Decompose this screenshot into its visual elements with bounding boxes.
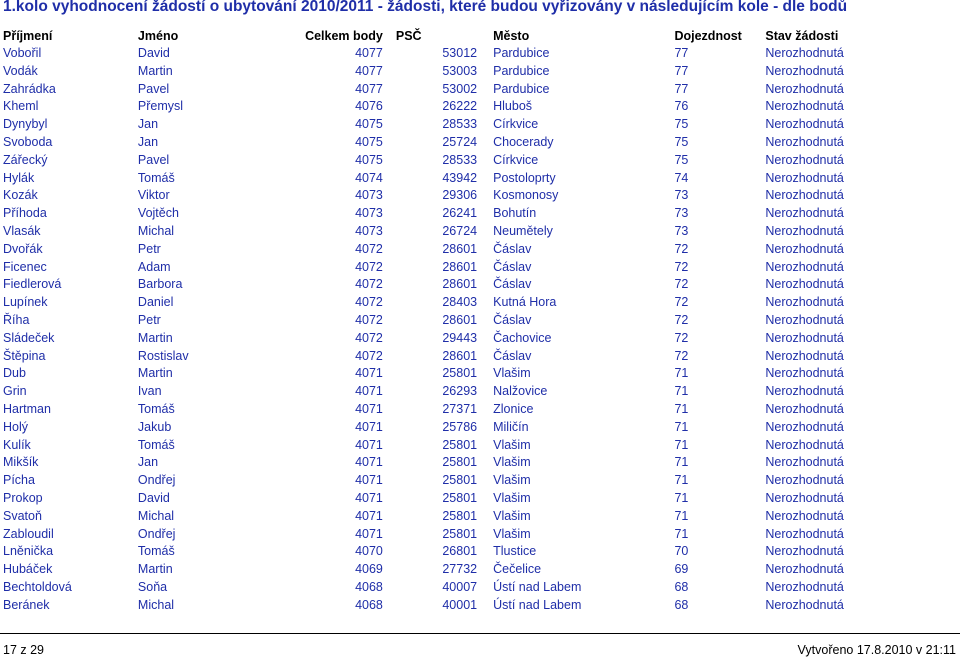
table-row [0, 348, 960, 366]
cell-distance: 72 [674, 312, 689, 327]
cell-distance: 72 [674, 330, 689, 345]
cell-name: Tomáš [137, 437, 175, 452]
cell-distance: 72 [674, 295, 689, 310]
cell-city: Vlašim [493, 455, 531, 470]
table-row [0, 205, 960, 223]
cell-points: 4072 [355, 241, 383, 256]
cell-distance: 77 [674, 63, 689, 78]
cell-name: Martin [137, 562, 173, 577]
cell-distance: 71 [674, 490, 689, 505]
cell-surname: Říha [3, 312, 30, 327]
table-row [0, 454, 960, 472]
cell-distance: 69 [674, 562, 689, 577]
cell-name: Tomáš [137, 170, 175, 185]
cell-name: Jakub [137, 419, 172, 434]
cell-points: 4071 [355, 473, 383, 488]
cell-psc: 26801 [442, 544, 478, 559]
cell-distance: 77 [674, 46, 689, 60]
cell-status: Nerozhodnutá [765, 170, 844, 185]
cell-status: Nerozhodnutá [765, 152, 844, 167]
cell-psc: 28601 [442, 259, 478, 274]
cell-distance: 68 [674, 579, 689, 594]
cell-city: Zlonice [493, 401, 534, 416]
cell-city: Vlašim [493, 437, 531, 452]
cell-status: Nerozhodnutá [765, 134, 844, 149]
cell-name: Rostislav [137, 348, 189, 363]
cell-name: Viktor [137, 188, 170, 203]
cell-status: Nerozhodnutá [765, 401, 844, 416]
cell-psc: 27732 [442, 562, 478, 577]
cell-city: Bohutín [493, 206, 537, 221]
cell-surname: Grin [3, 384, 27, 399]
cell-distance: 71 [674, 401, 689, 416]
cell-name: Martin [137, 330, 173, 345]
cell-status: Nerozhodnutá [765, 81, 844, 96]
cell-status: Nerozhodnutá [765, 295, 844, 310]
cell-name: Pavel [137, 152, 170, 167]
cell-surname: Ficenec [3, 259, 47, 274]
cell-city: Pardubice [493, 81, 550, 96]
cell-distance: 73 [674, 206, 689, 221]
cell-surname: Pícha [3, 473, 35, 488]
table-row [0, 187, 960, 205]
cell-psc: 25801 [442, 455, 478, 470]
cell-points: 4072 [355, 330, 383, 345]
cell-distance: 74 [674, 170, 689, 185]
cell-distance: 75 [674, 117, 689, 132]
cell-psc: 28601 [442, 277, 478, 292]
cell-surname: Lupínek [3, 295, 48, 310]
cell-city: Čáslav [493, 312, 532, 327]
table-row [0, 45, 960, 63]
table-row [0, 490, 960, 508]
cell-points: 4068 [355, 597, 383, 612]
table-row [0, 312, 960, 330]
cell-city: Čáslav [493, 348, 532, 363]
table-row [0, 472, 960, 490]
cell-distance: 76 [674, 99, 689, 114]
cell-surname: Vodák [3, 63, 38, 78]
cell-surname: Kozák [3, 188, 38, 203]
cell-name: Michal [137, 508, 175, 523]
cell-status: Nerozhodnutá [765, 117, 844, 132]
table-row [0, 116, 960, 134]
cell-city: Kosmonosy [493, 188, 559, 203]
cell-psc: 26724 [442, 223, 478, 238]
cell-name: David [137, 490, 170, 505]
cell-psc: 40001 [442, 597, 478, 612]
cell-points: 4070 [355, 544, 383, 559]
cell-city: Miličín [493, 419, 529, 434]
cell-points: 4072 [355, 259, 383, 274]
cell-points: 4071 [355, 384, 383, 399]
cell-city: Vlašim [493, 508, 531, 523]
table-row [0, 508, 960, 526]
cell-status: Nerozhodnutá [765, 63, 844, 78]
cell-surname: Lněnička [3, 544, 54, 559]
cell-surname: Prokop [3, 490, 43, 505]
cell-surname: Kheml [3, 99, 39, 114]
cell-points: 4073 [355, 188, 383, 203]
cell-status: Nerozhodnutá [765, 384, 844, 399]
cell-city: Hluboš [493, 99, 533, 114]
cell-city: Ústí nad Labem [493, 579, 582, 594]
cell-city: Nalžovice [493, 384, 548, 399]
table-row [0, 259, 960, 277]
table-row [0, 152, 960, 170]
table-row [0, 597, 960, 615]
cell-points: 4075 [355, 152, 383, 167]
cell-psc: 28403 [442, 295, 478, 310]
cell-name: Ivan [137, 384, 162, 399]
cell-psc: 29306 [442, 188, 478, 203]
cell-city: Církvice [493, 117, 539, 132]
cell-status: Nerozhodnutá [765, 455, 844, 470]
cell-points: 4077 [355, 46, 383, 60]
cell-city: Čečelice [493, 562, 542, 577]
cell-status: Nerozhodnutá [765, 259, 844, 274]
cell-city: Postoloprty [493, 170, 556, 185]
page-title: 1.kolo vyhodnocení žádostí o ubytování 2010/2011 - žádosti, které budou vyřizovány v následujícím kole - dle bodů [3, 0, 848, 15]
cell-points: 4077 [355, 63, 383, 78]
cell-psc: 28601 [442, 241, 478, 256]
cell-name: Michal [137, 597, 175, 612]
cell-name: Vojtěch [137, 206, 179, 221]
cell-status: Nerozhodnutá [765, 312, 844, 327]
cell-distance: 71 [674, 526, 689, 541]
cell-surname: Hubáček [3, 562, 53, 577]
cell-surname: Hylák [3, 170, 35, 185]
cell-psc: 43942 [442, 170, 478, 185]
cell-name: Ondřej [137, 526, 176, 541]
cell-points: 4073 [355, 223, 383, 238]
cell-surname: Dynybyl [3, 117, 48, 132]
cell-status: Nerozhodnutá [765, 330, 844, 345]
cell-distance: 72 [674, 348, 689, 363]
cell-distance: 70 [674, 544, 689, 559]
header-distance: Dojezdnost [674, 29, 742, 43]
cell-name: Tomáš [137, 544, 175, 559]
cell-points: 4071 [355, 401, 383, 416]
cell-points: 4077 [355, 81, 383, 96]
cell-psc: 25801 [442, 490, 478, 505]
cell-status: Nerozhodnutá [765, 508, 844, 523]
cell-city: Vlašim [493, 366, 531, 381]
cell-distance: 73 [674, 223, 689, 238]
cell-surname: Svoboda [3, 134, 53, 149]
cell-psc: 25801 [442, 526, 478, 541]
cell-status: Nerozhodnutá [765, 597, 844, 612]
cell-distance: 75 [674, 134, 689, 149]
cell-surname: Bechtoldová [3, 579, 72, 594]
page-number: 17 z 29 [3, 643, 45, 657]
cell-city: Chocerady [493, 134, 554, 149]
cell-points: 4071 [355, 419, 383, 434]
table-row [0, 330, 960, 348]
cell-distance: 72 [674, 277, 689, 292]
cell-status: Nerozhodnutá [765, 206, 844, 221]
table-row [0, 294, 960, 312]
cell-points: 4068 [355, 579, 383, 594]
cell-name: Martin [137, 366, 173, 381]
cell-city: Ústí nad Labem [493, 597, 582, 612]
cell-surname: Zahrádka [3, 81, 56, 96]
table-row [0, 241, 960, 259]
cell-psc: 25801 [442, 508, 478, 523]
cell-status: Nerozhodnutá [765, 223, 844, 238]
cell-psc: 29443 [442, 330, 478, 345]
cell-points: 4074 [355, 170, 383, 185]
table-row [0, 526, 960, 544]
cell-name: Adam [137, 259, 171, 274]
applications-table [0, 28, 960, 615]
cell-status: Nerozhodnutá [765, 490, 844, 505]
cell-name: Daniel [137, 295, 174, 310]
cell-psc: 26241 [442, 206, 478, 221]
cell-status: Nerozhodnutá [765, 526, 844, 541]
cell-status: Nerozhodnutá [765, 46, 844, 60]
cell-surname: Sládeček [3, 330, 55, 345]
table-row [0, 543, 960, 561]
cell-psc: 53003 [442, 63, 478, 78]
cell-distance: 71 [674, 366, 689, 381]
cell-status: Nerozhodnutá [765, 544, 844, 559]
table-row [0, 134, 960, 152]
footer-divider [0, 633, 960, 634]
cell-distance: 75 [674, 152, 689, 167]
cell-city: Církvice [493, 152, 539, 167]
cell-points: 4072 [355, 277, 383, 292]
cell-name: Martin [137, 63, 173, 78]
cell-psc: 28601 [442, 312, 478, 327]
table-row [0, 365, 960, 383]
header-psc: PSČ [395, 29, 422, 43]
cell-surname: Příhoda [3, 206, 47, 221]
cell-distance: 68 [674, 597, 689, 612]
cell-psc: 53012 [442, 46, 478, 60]
cell-points: 4071 [355, 490, 383, 505]
table-row [0, 383, 960, 401]
cell-psc: 53002 [442, 81, 478, 96]
cell-points: 4072 [355, 348, 383, 363]
table-row [0, 223, 960, 241]
cell-status: Nerozhodnutá [765, 348, 844, 363]
cell-distance: 72 [674, 241, 689, 256]
cell-city: Čáslav [493, 241, 532, 256]
cell-points: 4071 [355, 366, 383, 381]
cell-city: Vlašim [493, 490, 531, 505]
table-row [0, 63, 960, 81]
table-row [0, 437, 960, 455]
cell-points: 4071 [355, 508, 383, 523]
cell-surname: Dvořák [3, 241, 43, 256]
cell-status: Nerozhodnutá [765, 366, 844, 381]
cell-psc: 25724 [442, 134, 478, 149]
cell-city: Pardubice [493, 46, 550, 60]
cell-name: Ondřej [137, 473, 176, 488]
cell-surname: Beránek [3, 597, 50, 612]
cell-points: 4072 [355, 312, 383, 327]
cell-status: Nerozhodnutá [765, 562, 844, 577]
cell-points: 4073 [355, 206, 383, 221]
cell-distance: 71 [674, 437, 689, 452]
table-header-row [0, 28, 960, 45]
header-status: Stav žádosti [765, 29, 839, 43]
cell-points: 4071 [355, 526, 383, 541]
cell-distance: 71 [674, 384, 689, 399]
cell-city: Pardubice [493, 63, 550, 78]
cell-name: Michal [137, 223, 175, 238]
cell-name: David [137, 46, 170, 60]
cell-distance: 73 [674, 188, 689, 203]
table-body [0, 45, 960, 615]
cell-city: Čáslav [493, 277, 532, 292]
cell-surname: Štěpina [3, 348, 46, 363]
cell-surname: Holý [3, 419, 29, 434]
cell-distance: 71 [674, 455, 689, 470]
cell-points: 4075 [355, 134, 383, 149]
cell-name: Pavel [137, 81, 170, 96]
cell-status: Nerozhodnutá [765, 473, 844, 488]
header-points: Celkem body [305, 29, 383, 43]
cell-distance: 71 [674, 419, 689, 434]
table-row [0, 170, 960, 188]
cell-points: 4075 [355, 117, 383, 132]
cell-distance: 71 [674, 508, 689, 523]
cell-psc: 28533 [442, 152, 478, 167]
cell-points: 4071 [355, 455, 383, 470]
cell-name: Petr [137, 241, 161, 256]
cell-distance: 71 [674, 473, 689, 488]
cell-points: 4076 [355, 99, 383, 114]
cell-points: 4071 [355, 437, 383, 452]
cell-psc: 27371 [442, 401, 478, 416]
table-row [0, 81, 960, 99]
cell-surname: Svatoň [3, 508, 42, 523]
cell-psc: 25801 [442, 473, 478, 488]
cell-name: Přemysl [137, 99, 184, 114]
cell-surname: Vlasák [3, 223, 41, 238]
created-timestamp: Vytvořeno 17.8.2010 v 21:11 [797, 643, 956, 657]
header-city: Město [493, 29, 530, 43]
cell-psc: 25801 [442, 366, 478, 381]
table-row [0, 98, 960, 116]
cell-psc: 40007 [442, 579, 478, 594]
cell-psc: 26293 [442, 384, 478, 399]
cell-city: Kutná Hora [493, 295, 557, 310]
cell-psc: 25786 [442, 419, 478, 434]
cell-surname: Mikšík [3, 455, 39, 470]
cell-city: Neumětely [493, 223, 553, 238]
cell-status: Nerozhodnutá [765, 277, 844, 292]
cell-surname: Hartman [3, 401, 51, 416]
cell-city: Čachovice [493, 330, 552, 345]
cell-psc: 26222 [442, 99, 478, 114]
cell-surname: Zářecký [3, 152, 48, 167]
cell-status: Nerozhodnutá [765, 241, 844, 256]
cell-points: 4072 [355, 295, 383, 310]
cell-name: Jan [137, 117, 159, 132]
cell-name: Jan [137, 134, 159, 149]
cell-surname: Vobořil [3, 46, 42, 60]
cell-status: Nerozhodnutá [765, 419, 844, 434]
table-row [0, 401, 960, 419]
cell-status: Nerozhodnutá [765, 579, 844, 594]
table-row [0, 419, 960, 437]
cell-psc: 25801 [442, 437, 478, 452]
cell-city: Tlustice [493, 544, 537, 559]
cell-city: Vlašim [493, 473, 531, 488]
cell-city: Čáslav [493, 259, 532, 274]
cell-status: Nerozhodnutá [765, 188, 844, 203]
cell-distance: 72 [674, 259, 689, 274]
table-row [0, 561, 960, 579]
cell-surname: Zabloudil [3, 526, 54, 541]
cell-points: 4069 [355, 562, 383, 577]
cell-name: Barbora [137, 277, 183, 292]
header-surname: Příjmení [3, 29, 53, 43]
cell-surname: Dub [3, 366, 26, 381]
cell-city: Vlašim [493, 526, 531, 541]
cell-distance: 77 [674, 81, 689, 96]
header-name: Jméno [137, 29, 179, 43]
cell-name: Soňa [137, 579, 168, 594]
cell-psc: 28533 [442, 117, 478, 132]
cell-psc: 28601 [442, 348, 478, 363]
cell-name: Petr [137, 312, 161, 327]
table-row [0, 579, 960, 597]
cell-surname: Fiedlerová [3, 277, 62, 292]
cell-name: Tomáš [137, 401, 175, 416]
cell-status: Nerozhodnutá [765, 99, 844, 114]
cell-name: Jan [137, 455, 159, 470]
table-row [0, 276, 960, 294]
cell-status: Nerozhodnutá [765, 437, 844, 452]
cell-surname: Kulík [3, 437, 31, 452]
